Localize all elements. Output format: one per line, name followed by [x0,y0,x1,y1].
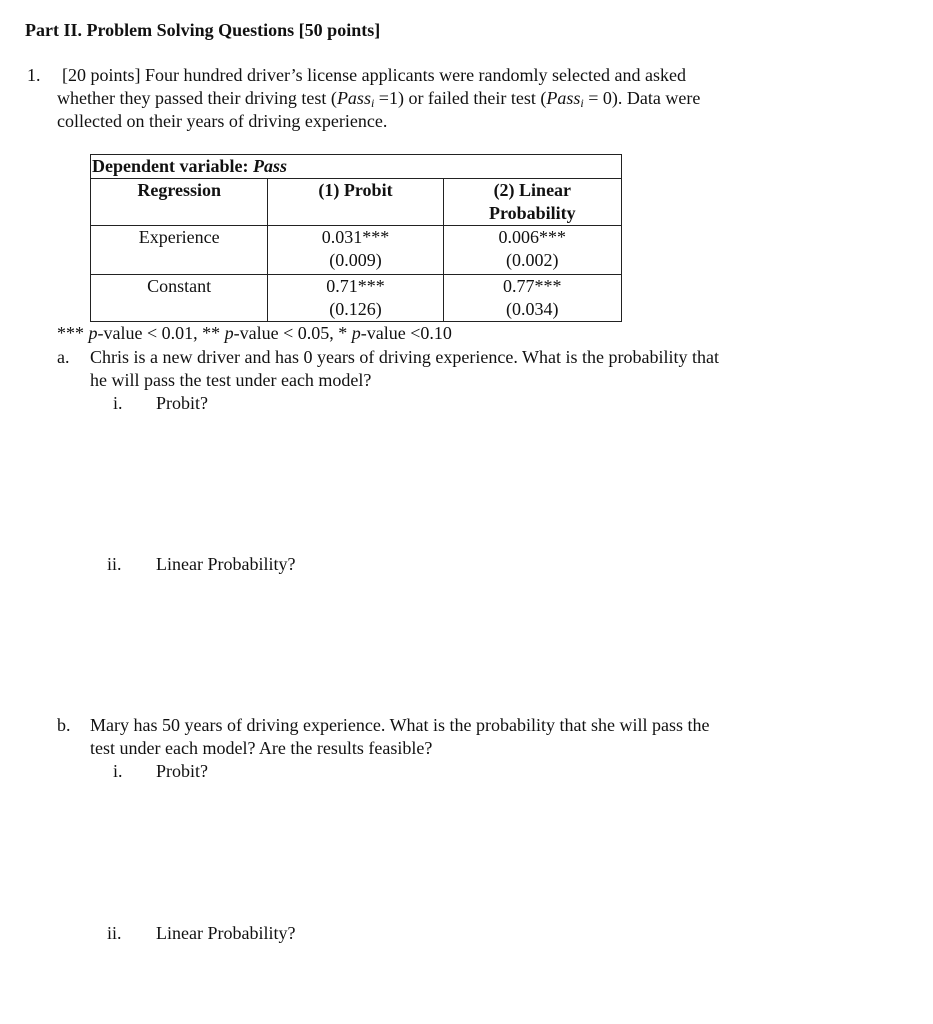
cell-constant-probit: 0.71*** (0.126) [268,275,443,322]
question-text-line3: collected on their years of driving experience. [57,111,388,131]
row-label-constant: Constant [91,275,268,322]
part-b-i-label: i. [113,761,123,781]
part-a-i-label: i. [113,393,123,413]
table-column-headers [91,179,622,226]
header-regression: Regression [91,179,268,226]
part-b-ii-label: ii. [107,923,122,943]
header-linear-probability: (2) Linear Probability [443,179,621,226]
part-a-line1: Chris is a new driver and has 0 years of driving experience. What is the probability that [90,347,719,367]
regression-table [90,154,622,322]
section-heading: Part II. Problem Solving Questions [50 points] [25,20,381,40]
cell-constant-lpm: 0.77*** (0.034) [443,275,621,322]
header-probit: (1) Probit [268,179,443,226]
table-row [91,275,622,322]
question-text-line1: [20 points] Four hundred driver’s license applicants were randomly selected and asked [62,65,686,85]
table-row [91,226,622,275]
part-a-label: a. [57,347,70,367]
part-b-i-text: Probit? [156,761,208,781]
dependent-variable-label: Dependent variable: Pass [91,155,622,179]
part-b-ii-text: Linear Probability? [156,923,296,943]
part-a-line2: he will pass the test under each model? [90,370,372,390]
question-number: 1. [27,65,41,85]
question-text-line2: whether they passed their driving test (Pass$_i$ =1) or failed their test (Pass$_i$ = 0). Data were [57,88,701,110]
part-a-i-text: Probit? [156,393,208,413]
table-header-row [91,155,622,179]
part-b-line1: Mary has 50 years of driving experience. What is the probability that she will pass the [90,715,710,735]
part-b-label: b. [57,715,71,735]
part-a-ii-label: ii. [107,554,122,574]
significance-footnote: *** p-value < 0.01, ** p-value < 0.05, * p-value <0.10 [57,323,452,343]
part-b-line2: test under each model? Are the results feasible? [90,738,433,758]
cell-experience-lpm: 0.006*** (0.002) [443,226,621,275]
part-a-ii-text: Linear Probability? [156,554,296,574]
row-label-experience: Experience [91,226,268,275]
cell-experience-probit: 0.031*** (0.009) [268,226,443,275]
